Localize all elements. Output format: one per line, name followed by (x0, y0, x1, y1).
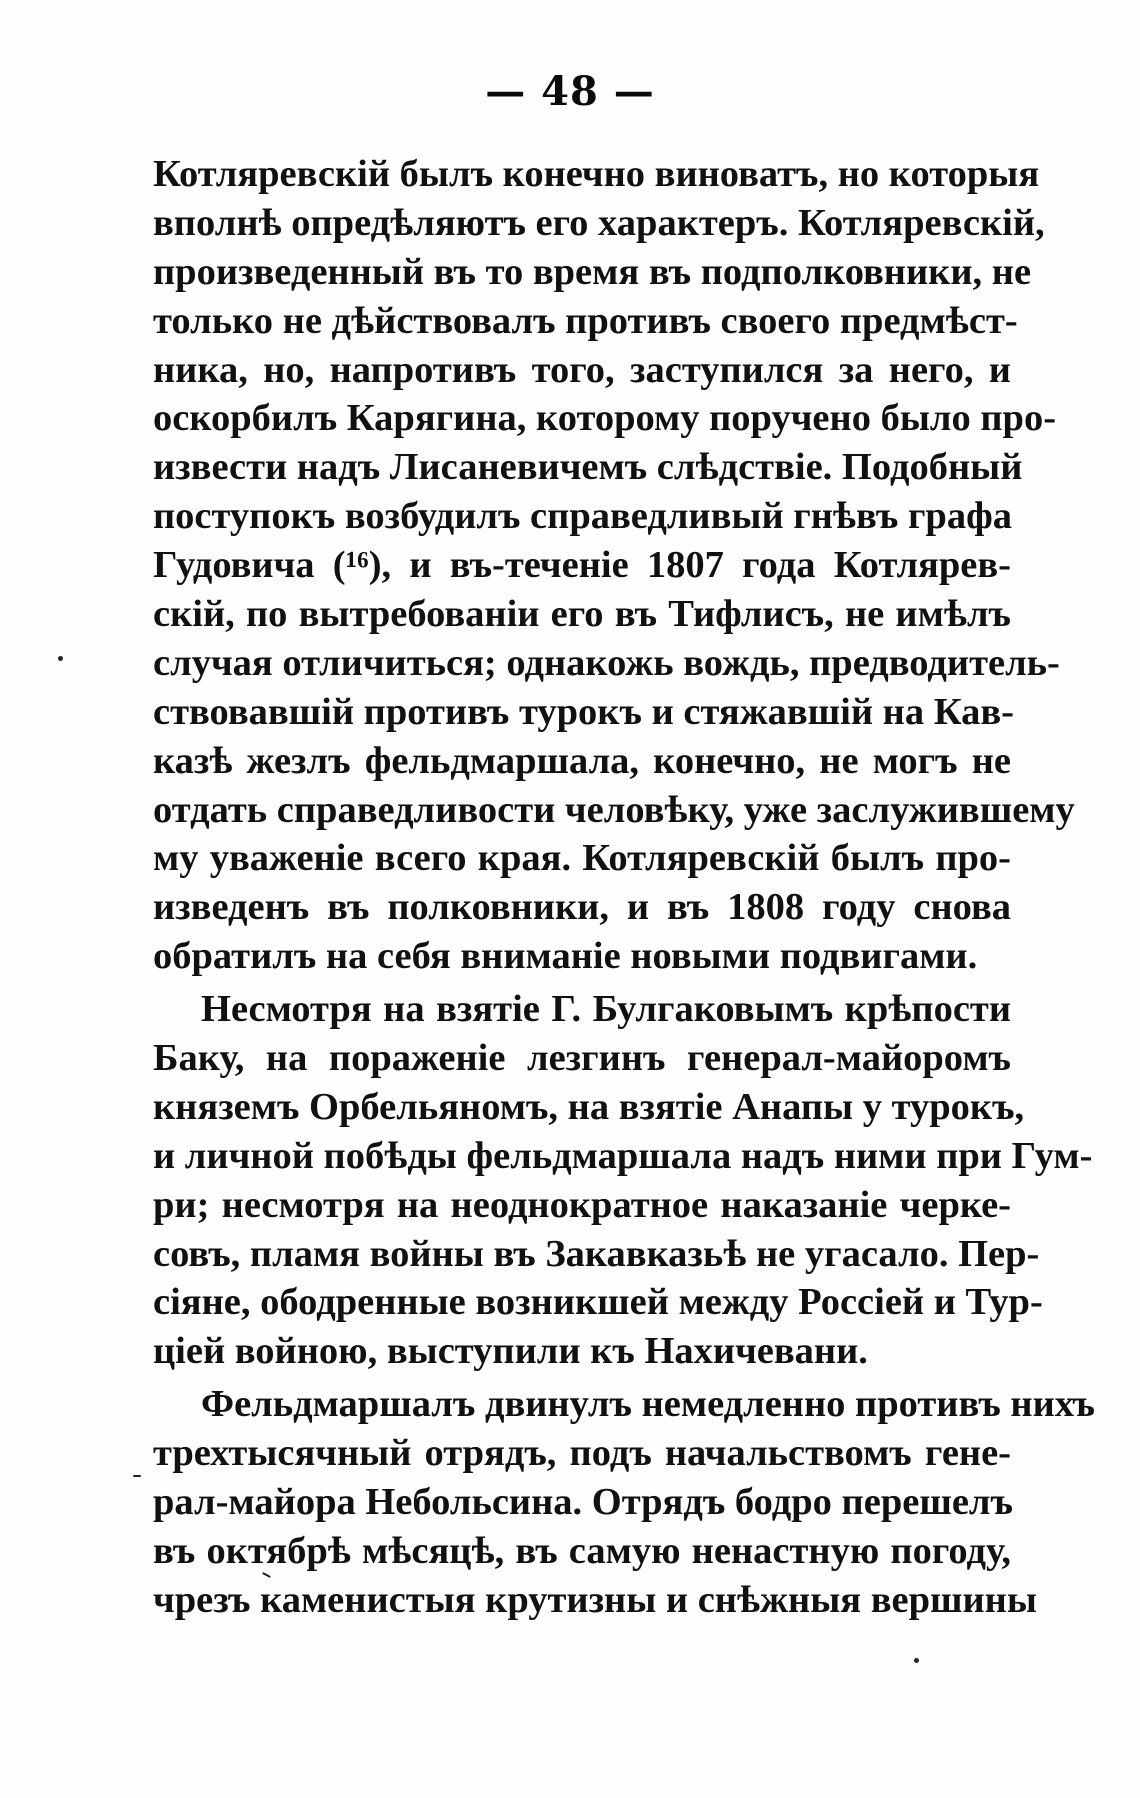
text-line: ника, но, напротивъ того, заступился за него, и (153, 348, 1011, 391)
text-line: казѣ жезлъ фельдмаршала, конечно, не могъ не (153, 739, 1011, 782)
scan-speck (133, 1475, 141, 1477)
text-line: отдать справедливости человѣку, уже заслужившему (153, 788, 1075, 831)
text-line: въ октябрѣ мѣсяцѣ, въ самую ненастную погоду, (153, 1529, 1011, 1572)
text-line: трехтысячный отрядъ, подъ начальствомъ гене- (153, 1432, 1011, 1475)
text-line: совъ, пламя войны въ Закавказьѣ не угасало. Пер- (153, 1232, 1040, 1275)
text-line: княземъ Орбельяномъ, на взятіе Анапы у турокъ, (153, 1085, 1025, 1128)
text-line: извести надъ Лисаневичемъ слѣдствіе. Подобный (153, 446, 1023, 489)
text-line: ри; несмотря на неоднократное наказаніе черке- (153, 1183, 1011, 1226)
text-line: только не дѣйствовалъ противъ своего предмѣст- (153, 299, 1018, 342)
text-line: произведенный въ то время въ подполковники, не (153, 250, 1032, 293)
scan-speck (914, 1658, 919, 1663)
text-line: вполнѣ опредѣляютъ его характеръ. Котляревскій, (153, 201, 1045, 244)
paragraph-2 (153, 985, 1093, 1376)
text-line: му уваженіе всего края. Котляревскій былъ про- (153, 837, 1011, 880)
text-line: рал-майора Небольсина. Отрядъ бодро перешелъ (153, 1481, 1013, 1524)
text-line: скій, по вытребованіи его въ Тифлисъ, не имѣлъ (153, 593, 1011, 636)
page-number: — 48 — (485, 68, 655, 115)
text-line: Гудовича (¹⁶), и въ-теченіе 1807 года Котлярев- (153, 544, 1011, 587)
text-line: оскорбилъ Карягина, которому поручено было про- (153, 397, 1057, 440)
text-line: сіяне, ободренные возникшей между Россіей и Тур- (153, 1281, 1043, 1324)
text-line: изведенъ въ полковники, и въ 1808 году снова (153, 886, 1011, 929)
text-line: Баку, на пораженіе лезгинъ генерал-майоромъ (153, 1037, 1011, 1080)
text-line: ствовавшій противъ турокъ и стяжавшій на Кав- (153, 690, 1014, 733)
paragraph-3 (153, 1380, 1095, 1624)
text-line: Котляревскій былъ конечно виноватъ, но которыя (153, 153, 1040, 195)
body-text (153, 150, 1095, 1625)
text-line: поступокъ возбудилъ справедливый гнѣвъ графа (153, 495, 1012, 538)
scan-speck (58, 656, 63, 661)
text-line: ціей войною, выступили къ Нахичевани. (153, 1330, 868, 1373)
text-line: Несмотря на взятіе Г. Булгаковымъ крѣпости (201, 988, 1011, 1031)
text-line: Фельдмаршалъ двинулъ немедленно противъ нихъ (201, 1383, 1095, 1426)
paragraph-1 (153, 150, 1075, 981)
text-line: обратилъ на себя вниманіе новыми подвигами. (153, 935, 978, 978)
text-line: и личной побѣды фельдмаршала надъ ними при Гум- (153, 1134, 1093, 1177)
text-line: чрезъ каменистыя крутизны и снѣжныя вершины (153, 1578, 1037, 1621)
text-line: случая отличиться; однакожь вождь, предводитель- (153, 641, 1060, 684)
